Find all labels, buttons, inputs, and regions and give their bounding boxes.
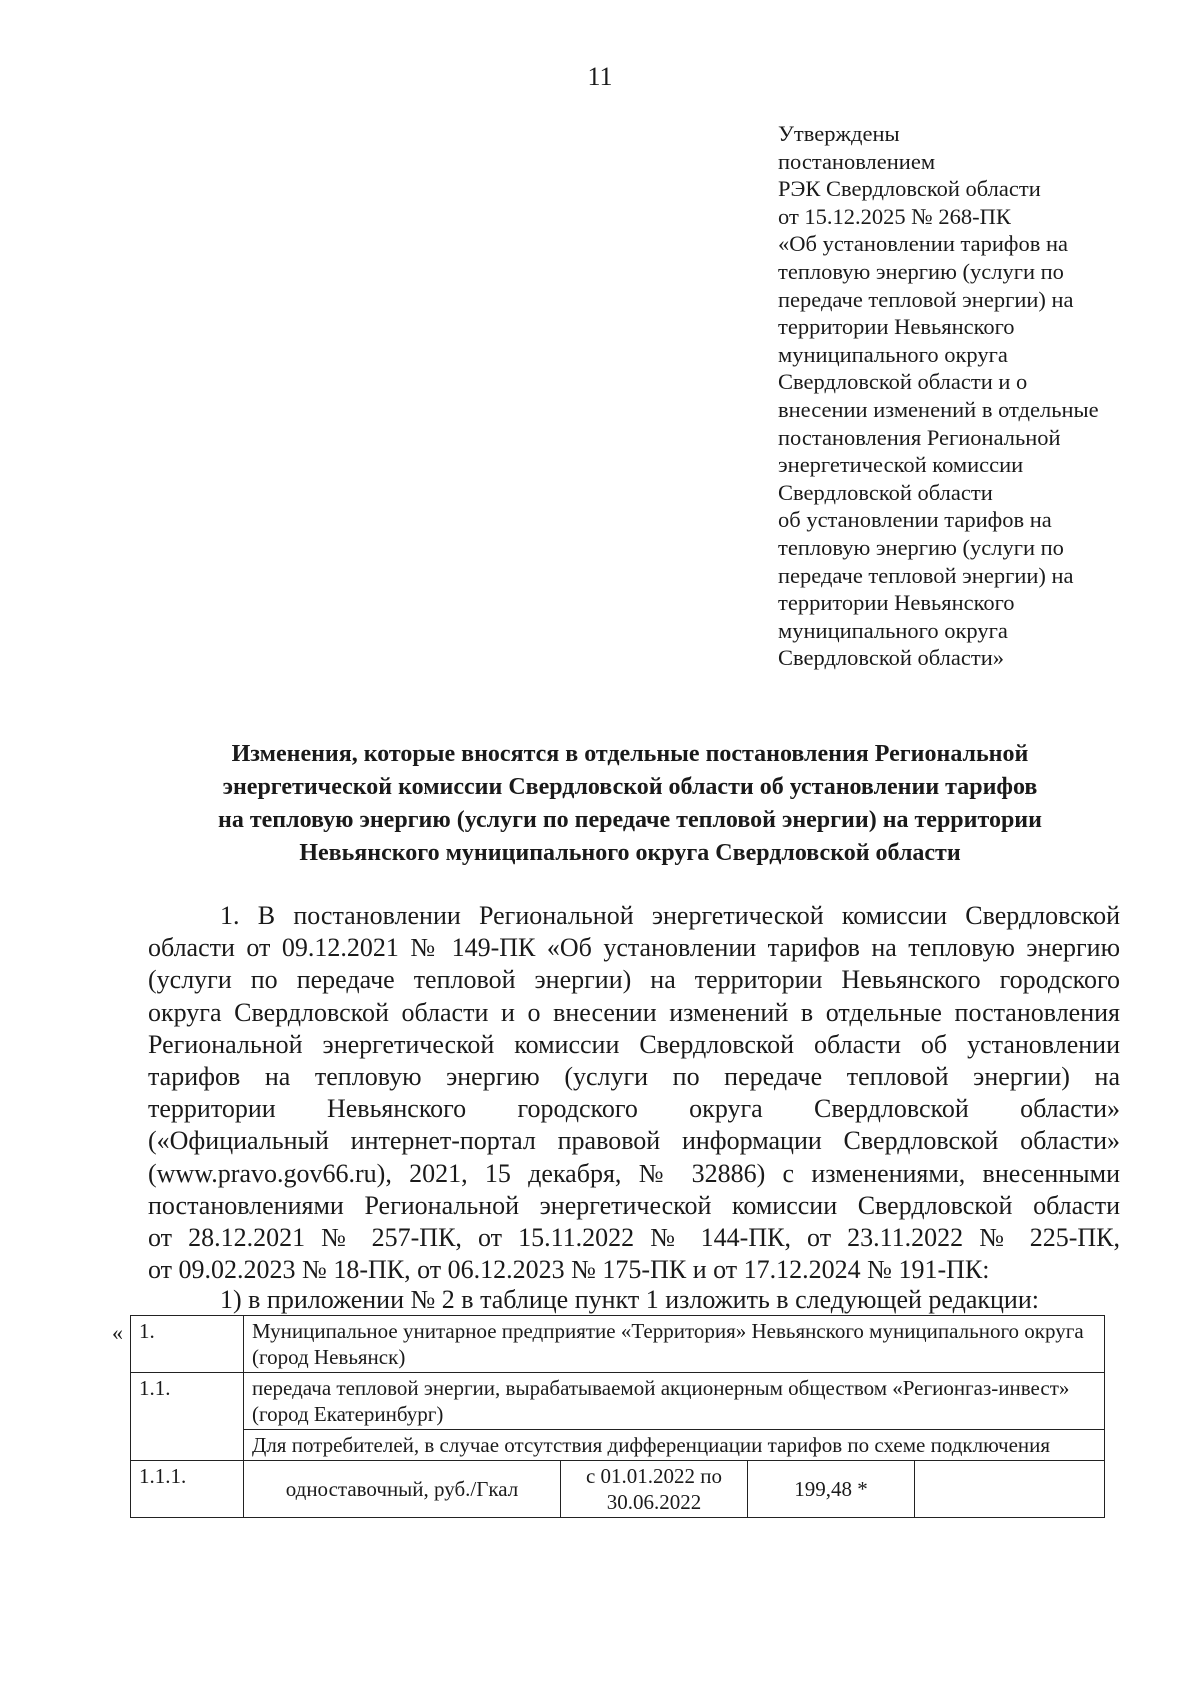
approval-line: тепловую энергию (услуги по — [778, 534, 1064, 560]
approval-line: муниципального округа — [778, 341, 1008, 367]
approval-line: Утверждены — [778, 121, 900, 146]
title-line: Невьянского муниципального округа Свердловской области — [299, 840, 961, 866]
table-row — [131, 1430, 1105, 1461]
paragraph-1 — [148, 900, 1120, 1286]
service-cell: передача тепловой энергии, вырабатываемой акционерным обществом «Регионгаз-инвест» (город Екатеринбург) — [244, 1373, 1105, 1430]
approval-line: внесении изменений в отдельные — [778, 396, 1099, 422]
title-line: на тепловую энергию (услуги по передаче тепловой энергии) на территории — [218, 807, 1042, 833]
approval-line: «Об установлении тарифов на — [778, 231, 1068, 257]
approval-line: передаче тепловой энергии) на — [778, 562, 1074, 588]
approval-block — [778, 120, 1178, 672]
row-number: 1.1. — [131, 1373, 244, 1461]
approval-line: постановления Региональной — [778, 424, 1061, 450]
opening-quote: « — [112, 1320, 123, 1345]
tariff-value-cell: 199,48 * — [748, 1461, 915, 1518]
title-line: Изменения, которые вносятся в отдельные постановления Региональной — [231, 741, 1029, 767]
paragraph-line: тарифов на тепловую энергию (услуги по передаче тепловой энергии) на — [148, 1061, 1120, 1091]
table-row — [131, 1316, 1105, 1373]
paragraph-line: постановлениями Региональной энергетической комиссии Свердловской области — [148, 1190, 1120, 1220]
approval-line: от 15.12.2025 № 268-ПК — [778, 203, 1011, 229]
approval-line: энергетической комиссии — [778, 452, 1024, 478]
paragraph-line: (услуги по передаче тепловой энергии) на территории Невьянского городского — [148, 965, 1120, 995]
period-cell: с 01.01.2022 по 30.06.2022 — [561, 1461, 748, 1518]
approval-line: РЭК Свердловской области — [778, 176, 1041, 202]
tariff-table — [130, 1315, 1105, 1518]
tariff-type-cell: одноставочный, руб./Гкал — [244, 1461, 561, 1518]
approval-line: Свердловской области — [778, 479, 993, 505]
paragraph-line: Региональной энергетической комиссии Свердловской области об установлении — [148, 1029, 1120, 1059]
approval-line: Свердловской области и о — [778, 369, 1028, 395]
paragraph-line: территории Невьянского городского округа Свердловской области» — [148, 1094, 1120, 1124]
table-row — [131, 1461, 1105, 1518]
row-number: 1. — [131, 1316, 244, 1373]
row-number: 1.1.1. — [131, 1461, 244, 1518]
approval-line: территории Невьянского — [778, 314, 1015, 340]
paragraph-line: области от 09.12.2021 № 149-ПК «Об установлении тарифов на тепловую энергию — [148, 933, 1120, 963]
approval-line: об установлении тарифов на — [778, 507, 1052, 533]
approval-line: передаче тепловой энергии) на — [778, 286, 1074, 312]
organization-cell: Муниципальное унитарное предприятие «Территория» Невьянского муниципального округа (город Невьянск) — [244, 1316, 1105, 1373]
paragraph-line: от 09.02.2023 № 18-ПК, от 06.12.2023 № 175-ПК и от 17.12.2024 № 191-ПК: — [148, 1255, 990, 1285]
empty-cell — [915, 1461, 1105, 1518]
item-1-text: 1) в приложении № 2 в таблице пункт 1 изложить в следующей редакции: — [220, 1285, 1039, 1314]
consumer-cell: Для потребителей, в случае отсутствия дифференциации тарифов по схеме подключения — [244, 1430, 1105, 1461]
page-number: 11 — [587, 62, 613, 91]
paragraph-line: (www.pravo.gov66.ru), 2021, 15 декабря, № 32886) с изменениями, внесенными — [148, 1158, 1120, 1188]
paragraph-line: 1. В постановлении Региональной энергетической комиссии Свердловской — [220, 901, 1120, 930]
paragraph-line: округа Свердловской области и о внесении изменений в отдельные постановления — [148, 997, 1120, 1027]
approval-line: Свердловской области» — [778, 645, 1005, 671]
approval-line: постановлением — [778, 148, 936, 174]
approval-line: тепловую энергию (услуги по — [778, 258, 1064, 284]
paragraph-line: от 28.12.2021 № 257-ПК, от 15.11.2022 № 144-ПК, от 23.11.2022 № 225-ПК, — [148, 1222, 1120, 1252]
table-row — [131, 1373, 1105, 1430]
title-line: энергетической комиссии Свердловской области об установлении тарифов — [222, 774, 1038, 800]
approval-line: территории Невьянского — [778, 590, 1015, 616]
paragraph-line: («Официальный интернет-портал правовой информации Свердловской области» — [148, 1126, 1120, 1156]
approval-line: муниципального округа — [778, 617, 1008, 643]
document-title — [140, 738, 1120, 870]
